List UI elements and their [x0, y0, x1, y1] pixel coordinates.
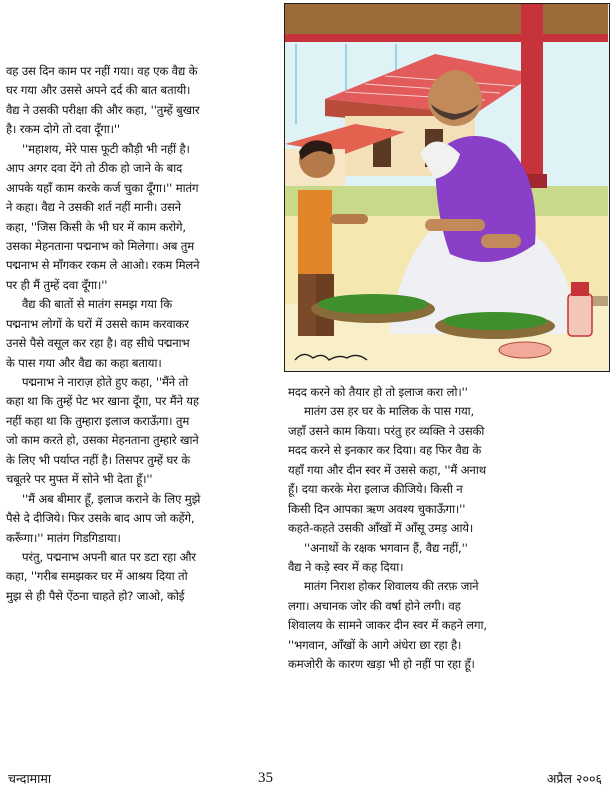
text-line: के पास गया और वैद्य का कहा बताया। — [6, 355, 162, 370]
text-line: किसी दिन आपका ऋण अवश्य चुकाऊँगा।'' — [288, 501, 466, 516]
text-line: मातंग निराश होकर शिवालय की तरफ़ जाने — [304, 579, 479, 594]
issue-date: अप्रैल २००६ — [546, 771, 602, 786]
text-line: शिवालय के सामने जाकर दीन स्वर में कहने लगा, — [288, 618, 487, 633]
magazine-name: चन्दामामा — [8, 771, 52, 786]
text-line: पद्मनाभ से माँगकर रकम ले आओ। रकम मिलने — [6, 258, 200, 273]
text-line: पद्मनाभ ने नाराज़ होते हुए कहा, ''मैंने तो — [22, 375, 189, 389]
text-line: मातंग उस हर घर के मालिक के पास गया, — [304, 404, 475, 419]
text-line: पर ही मैं तुम्हें दवा दूँगा।'' — [6, 277, 108, 292]
text-line: उसका मेहनताना पद्मनाभ को मिलेगा। अब तुम — [6, 238, 195, 253]
text-line: वैद्य ने उसकी परीक्षा की और कहा, ''तुम्हें बुखार — [6, 102, 200, 117]
text-line: ''मैं अब बीमार हूँ, इलाज कराने के लिए मुझे — [22, 491, 201, 506]
text-line: आपके यहाँ काम करके कर्ज चुका दूँगा।'' मातंग — [6, 180, 199, 195]
text-line: चबूतरे पर मुफ्त में सोने भी देता हूँ।'' — [6, 472, 153, 487]
text-line: कमजोरी के कारण खड़ा भी हो नहीं पा रहा हूँ। — [288, 657, 475, 672]
text-line: मुझ से ही पैसे ऐंठना चाहते हो? जाओ, कोई — [6, 588, 185, 603]
text-line: ''भगवान, आँखों के आगे अंधेरा छा रहा है। — [288, 637, 462, 652]
text-line: ने कहा। वैद्य ने उसकी शर्त नहीं मानी। उसने — [6, 200, 181, 215]
text-line: कहते-कहते उसकी आँखों में आँसू उमड़ आये। — [288, 521, 474, 536]
text-line: है। रकम दोगे तो दवा दूँगा।'' — [6, 122, 120, 137]
text-line: आप अगर दवा देंगे तो ठीक हो जाने के बाद — [6, 161, 183, 176]
right-text-column — [288, 383, 608, 675]
text-line: मदद करने से इनकार कर दिया। वह फिर वैद्य के — [288, 443, 482, 458]
text-line: ''अनाथों के रक्षक भगवान हैं, वैद्य नहीं,'' — [304, 540, 468, 555]
vaidya-and-boy-illustration — [285, 4, 608, 370]
text-line: कहा, ''जिस किसी के भी घर में काम करोगे, — [6, 219, 186, 234]
text-line: घर गया और उससे अपने दर्द की बात बतायी। — [6, 83, 191, 98]
text-line: ''महाशय, मेरे पास फूटी कौड़ी भी नहीं है। — [22, 141, 190, 156]
text-line: नहीं कहा था कि तुम्हारा इलाज कराऊँगा। तुम — [6, 413, 190, 428]
page-footer — [0, 770, 612, 790]
text-line: कहा, ''गरीब समझकर घर में आश्रय दिया तो — [6, 569, 188, 584]
text-line: के लिए भी पर्याप्त नहीं है। तिसपर तुम्हें घर के — [6, 452, 191, 467]
text-line: करूँगा।'' मातंग गिडगिडाया। — [6, 530, 121, 545]
text-line: उनसे पैसे वसूल कर रहा है। वह सीधे पद्मनाभ — [6, 336, 190, 351]
text-line: लगा। अचानक जोर की वर्षा होने लगी। वह — [288, 598, 461, 613]
page-number: 35 — [258, 770, 273, 786]
text-line: पैसे दे दीजिये। फिर उसके बाद आप जो कहेंगे, — [6, 511, 195, 526]
text-line: वैद्य ने कड़े स्वर में कह दिया। — [288, 559, 404, 574]
text-line: यहाँ गया और दीन स्वर में उससे कहा, ''मैं अनाथ — [288, 462, 486, 477]
text-line: जो काम करते हो, उसका मेहनताना तुम्हारे खाने — [6, 433, 199, 448]
story-illustration — [284, 3, 610, 372]
left-text-column — [6, 62, 284, 606]
text-line: कहा था कि तुम्हें पेट भर खाना दूँगा, पर मैंने यह — [6, 394, 199, 409]
text-line: परंतु, पद्मनाभ अपनी बात पर डटा रहा और — [22, 549, 196, 564]
text-line: जहाँ उसने काम किया। परंतु हर व्यक्ति ने उसकी — [288, 423, 485, 438]
text-line: वैद्य की बातों से मातंग समझ गया कि — [22, 297, 172, 312]
text-line: पद्मनाभ लोगों के घरों में उससे काम करवाकर — [6, 316, 189, 331]
text-line: वह उस दिन काम पर नहीं गया। वह एक वैद्य के — [6, 64, 198, 78]
text-line: हूँ। दया करके मेरा इलाज कीजिये। किसी न — [288, 482, 463, 497]
text-line: मदद करने को तैयार हो तो इलाज करा लो।'' — [288, 385, 468, 399]
